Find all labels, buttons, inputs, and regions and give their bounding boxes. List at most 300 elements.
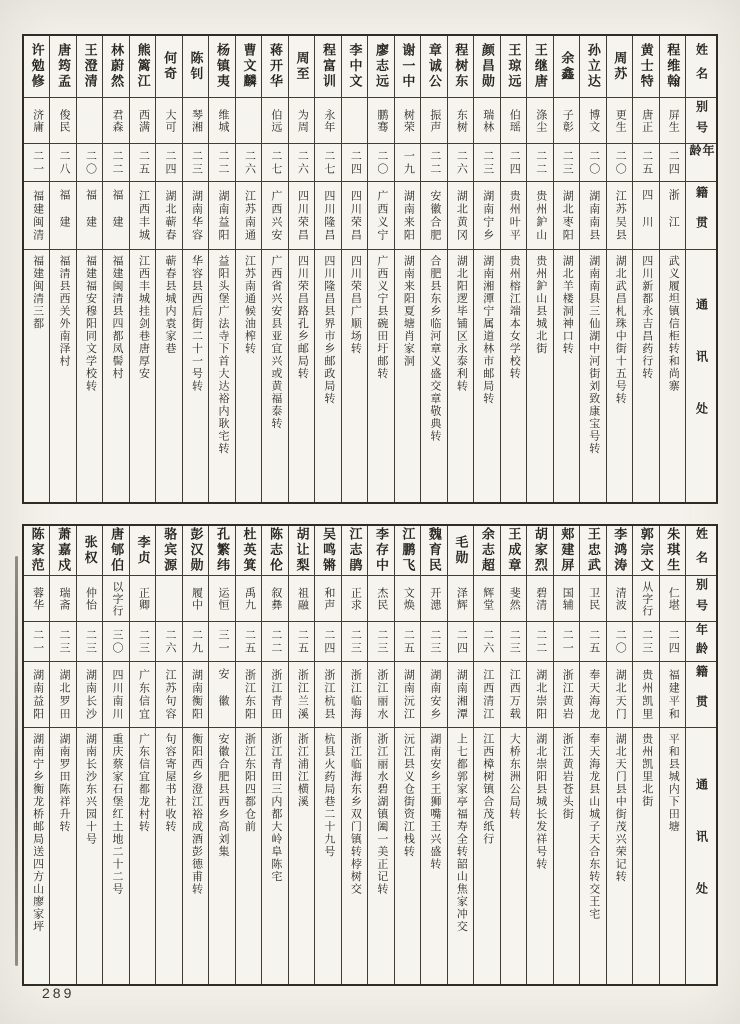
person-name: 王忠武: [580, 526, 605, 576]
person-column: [209, 526, 235, 984]
person-age: 二四: [448, 622, 473, 662]
person-column: [50, 526, 76, 984]
person-origin: 江西万载: [501, 662, 526, 728]
person-column: [580, 526, 606, 984]
person-age: 二五: [580, 622, 605, 662]
person-alias: 斐然: [501, 576, 526, 622]
person-column: [289, 526, 315, 984]
person-origin: 湖北崇阳: [527, 662, 552, 728]
person-alias: 仁堪: [660, 576, 685, 622]
person-alias: 开漶: [421, 576, 446, 622]
person-origin: 安徽: [209, 662, 234, 728]
person-origin: 福建: [77, 182, 102, 250]
person-column: [50, 36, 76, 502]
person-origin: 贵州鈩山: [527, 182, 552, 250]
person-address: 四川荣昌广顺场转: [349, 255, 362, 355]
person-column: [527, 36, 553, 502]
person-name: 颜昌勋: [474, 36, 499, 98]
person-origin: 江苏句容: [156, 662, 181, 728]
person-column: [262, 36, 288, 502]
person-address: 湖北羊楼洞神口转: [561, 255, 574, 355]
person-age: 三一: [209, 622, 234, 662]
person-age: 二六: [236, 144, 261, 182]
person-address: 广东信宜都龙村转: [137, 733, 150, 833]
person-alias: [342, 98, 367, 144]
person-alias: 蓉华: [24, 576, 49, 622]
person-alias: 涤尘: [527, 98, 552, 144]
header-address: 通讯处: [694, 298, 709, 454]
person-origin: 湖北天门: [607, 662, 632, 728]
person-alias: [77, 98, 102, 144]
person-name: 许勉修: [24, 36, 49, 98]
person-age: 二五: [289, 622, 314, 662]
person-origin: 湖北罗田: [50, 662, 75, 728]
person-age: 二四: [342, 144, 367, 182]
person-column: [607, 36, 633, 502]
person-alias: 瑞林: [474, 98, 499, 144]
person-address: 湖南长沙东兴园十号: [84, 733, 97, 846]
person-alias: 西满: [130, 98, 155, 144]
person-name: 王琼远: [501, 36, 526, 98]
person-column: [236, 36, 262, 502]
person-column: [395, 36, 421, 502]
person-name: 王继唐: [527, 36, 552, 98]
person-column: [580, 36, 606, 502]
person-column: [342, 36, 368, 502]
person-name: 林蔚然: [103, 36, 128, 98]
person-column: [24, 526, 50, 984]
person-alias: 杰民: [368, 576, 393, 622]
person-age: 二四: [660, 622, 685, 662]
header-alias: 别号: [686, 98, 716, 144]
person-address: 湖北阳逻毕铺区永泰利转: [455, 255, 468, 393]
person-name: 江鹏飞: [395, 526, 420, 576]
person-address: 福建闽清三都: [31, 255, 44, 330]
person-address: 湖南宁乡衡龙桥邮局送四方山廖家坪: [31, 733, 44, 933]
person-name: 郭宗文: [633, 526, 658, 576]
person-address: 浙江临海东乡双门镇转桲树交: [349, 733, 362, 896]
person-address: 衡阳西乡澄江裕成酒彭德甫转: [190, 733, 203, 896]
person-origin: 湖南宁乡: [474, 182, 499, 250]
person-origin: 江苏吴县: [607, 182, 632, 250]
person-origin: 福建: [103, 182, 128, 250]
person-alias: 更生: [607, 98, 632, 144]
person-origin: 奉天海龙: [580, 662, 605, 728]
person-origin: 浙江兰溪: [289, 662, 314, 728]
person-origin: 湖南衡阳: [183, 662, 208, 728]
person-origin: 贵州叶平: [501, 182, 526, 250]
person-age: 二二: [262, 622, 287, 662]
header-age: 年龄: [686, 144, 716, 182]
person-name: 周至: [289, 36, 314, 98]
header-origin: 籍贯: [686, 182, 716, 250]
person-name: 杜英箕: [236, 526, 261, 576]
person-origin: 四川: [633, 182, 658, 250]
person-alias: 仲怡: [77, 576, 102, 622]
person-name: 李中文: [342, 36, 367, 98]
person-age: 二一: [24, 622, 49, 662]
person-age: 二〇: [580, 144, 605, 182]
person-address: 贵州鈩山县城北街: [534, 255, 547, 355]
person-column: [130, 36, 156, 502]
person-address: 华容县西后街二十一号转: [190, 255, 203, 393]
person-address: 江苏南通候油榨转: [243, 255, 256, 355]
person-age: 二二: [527, 144, 552, 182]
person-age: 二八: [50, 144, 75, 182]
person-origin: 广东信宜: [130, 662, 155, 728]
person-origin: 浙江杭县: [315, 662, 340, 728]
person-age: 二五: [236, 622, 261, 662]
person-name: 李鸿涛: [607, 526, 632, 576]
person-origin: 四川荣昌: [289, 182, 314, 250]
person-column: [421, 36, 447, 502]
person-address: 广西省兴安县亚宜兴或黄福泰转: [269, 255, 282, 430]
person-address: 湖北天门县中街茂兴荣记转: [614, 733, 627, 883]
person-address: 江西丰城挂剑巷唐厚安: [137, 255, 150, 380]
person-age: 二三: [342, 622, 367, 662]
person-alias: 琴湘: [183, 98, 208, 144]
person-age: 二六: [474, 622, 499, 662]
person-age: 一九: [395, 144, 420, 182]
person-age: 二一: [554, 622, 579, 662]
person-address: 大桥东洲公局转: [508, 733, 521, 821]
person-column: [501, 36, 527, 502]
person-column: [77, 36, 103, 502]
person-name: 毛勋: [448, 526, 473, 576]
person-address: 湖南南县三仙湖中河街刘致康宝号转: [587, 255, 600, 455]
person-name: 余志超: [474, 526, 499, 576]
person-column: [315, 526, 341, 984]
person-alias: 树荣: [395, 98, 420, 144]
person-origin: 湖南益阳: [24, 662, 49, 728]
person-alias: 济庸: [24, 98, 49, 144]
person-address: 贵州凯里北街: [640, 733, 653, 808]
person-name: 孙立达: [580, 36, 605, 98]
header-name: 姓名: [686, 36, 716, 98]
person-alias: 履中: [183, 576, 208, 622]
person-alias: 清波: [607, 576, 632, 622]
person-name: 廖志远: [368, 36, 393, 98]
person-address: 浙江青田三内都大岭阜陈宅: [269, 733, 282, 883]
person-address: 福建闽清县四都凤髻村: [111, 255, 124, 380]
person-alias: 伯远: [262, 98, 287, 144]
header-origin: 籍贯: [686, 662, 716, 728]
person-address: 武义履坦镇信柜转和尚寨: [667, 255, 680, 393]
person-alias: 卫民: [580, 576, 605, 622]
person-alias: 为周: [289, 98, 314, 144]
person-address: 杭县火药局巷二十九号: [322, 733, 335, 858]
person-address: 湖北武昌札珠中街十五号转: [614, 255, 627, 405]
person-origin: 湖北枣阳: [554, 182, 579, 250]
person-alias: 泽辉: [448, 576, 473, 622]
person-alias: 以字行: [103, 576, 128, 622]
person-name: 唐郇伯: [103, 526, 128, 576]
person-age: 二七: [262, 144, 287, 182]
person-origin: 广西义宁: [368, 182, 393, 250]
person-name: 陈家范: [24, 526, 49, 576]
person-column: [209, 36, 235, 502]
person-age: 二二: [421, 144, 446, 182]
person-age: 二三: [421, 622, 446, 662]
person-age: 二四: [660, 144, 685, 182]
person-address: 四川荣昌路孔乡邮局转: [296, 255, 309, 380]
person-address: 湖南罗田陈祥升转: [58, 733, 71, 833]
person-address: 奉天海龙县山城子天合东转交王宅: [587, 733, 600, 921]
person-column: [633, 526, 659, 984]
page-number: 289: [42, 985, 75, 1001]
person-age: 二三: [183, 144, 208, 182]
person-origin: 浙江: [660, 182, 685, 250]
person-alias: 运恒: [209, 576, 234, 622]
person-address: 贵州榕江端本女学校转: [508, 255, 521, 380]
person-origin: 湖南沅江: [395, 662, 420, 728]
person-address: 广西义宁县碗田圩邮转: [375, 255, 388, 380]
person-address: 蕲春县城内袁家巷: [163, 255, 176, 355]
person-alias: 从字行: [633, 576, 658, 622]
person-name: 曹文麟: [236, 36, 261, 98]
person-alias: 禹九: [236, 576, 261, 622]
person-age: 二五: [395, 622, 420, 662]
person-column: [554, 36, 580, 502]
person-age: 二〇: [607, 622, 632, 662]
person-origin: 湖南安乡: [421, 662, 446, 728]
person-origin: 湖南来阳: [395, 182, 420, 250]
person-column: [421, 526, 447, 984]
person-alias: 俊民: [50, 98, 75, 144]
person-name: 李存中: [368, 526, 393, 576]
person-column: [448, 526, 474, 984]
person-name: 陈志伦: [262, 526, 287, 576]
header-column: [686, 526, 716, 984]
person-name: 黄士特: [633, 36, 658, 98]
person-age: 二三: [50, 622, 75, 662]
header-address: 通讯处: [694, 778, 709, 934]
person-age: 二〇: [77, 144, 102, 182]
person-name: 程树东: [448, 36, 473, 98]
person-origin: 四川荣昌: [342, 182, 367, 250]
person-origin: 湖南湘潭: [448, 662, 473, 728]
person-origin: 湖北蕲春: [156, 182, 181, 250]
person-address: 四川新都永吉昌药行转: [640, 255, 653, 380]
person-alias: 屏生: [660, 98, 685, 144]
scan-gutter-shadow: [15, 556, 18, 966]
person-age: 二四: [315, 622, 340, 662]
person-alias: [156, 576, 181, 622]
person-origin: 江西清江: [474, 662, 499, 728]
person-origin: 福建平和: [660, 662, 685, 728]
person-column: [156, 526, 182, 984]
person-origin: 湖南益阳: [209, 182, 234, 250]
person-column: [660, 36, 686, 502]
person-origin: 湖北黄冈: [448, 182, 473, 250]
person-alias: 子彰: [554, 98, 579, 144]
header-age: 年龄: [686, 622, 716, 662]
person-name: 萧嘉戍: [50, 526, 75, 576]
person-address: 福清县西关外南泽村: [58, 255, 71, 368]
person-origin: 安徽合肥: [421, 182, 446, 250]
person-age: 二三: [554, 144, 579, 182]
person-name: 余鑫: [554, 36, 579, 98]
person-origin: 广西兴安: [262, 182, 287, 250]
header-name: 姓名: [686, 526, 716, 576]
person-name: 陈钊: [183, 36, 208, 98]
person-name: 王澄清: [77, 36, 102, 98]
person-age: 二二: [209, 144, 234, 182]
person-alias: [236, 98, 261, 144]
person-age: 二六: [448, 144, 473, 182]
person-origin: 江西丰城: [130, 182, 155, 250]
person-alias: 维城: [209, 98, 234, 144]
person-age: 二三: [130, 622, 155, 662]
person-address: 浙江东阳四都仓前: [243, 733, 256, 833]
person-address: 湖北崇阳县城长发祥号转: [534, 733, 547, 871]
person-address: 浙江浦江横溪: [296, 733, 309, 808]
person-column: [156, 36, 182, 502]
person-alias: 叙彝: [262, 576, 287, 622]
person-origin: 贵州凯里: [633, 662, 658, 728]
registry-table-bottom: [22, 524, 718, 986]
person-origin: 福建闽清: [24, 182, 49, 250]
person-name: 魏育民: [421, 526, 446, 576]
person-alias: 瑞斋: [50, 576, 75, 622]
person-age: 二六: [156, 622, 181, 662]
person-address: 安徽合肥县西乡高刘集: [216, 733, 229, 858]
person-alias: 君森: [103, 98, 128, 144]
person-column: [527, 526, 553, 984]
person-alias: 文焕: [395, 576, 420, 622]
person-column: [289, 36, 315, 502]
person-age: 二二: [103, 144, 128, 182]
person-alias: 大可: [156, 98, 181, 144]
person-origin: 浙江黄岩: [554, 662, 579, 728]
person-alias: 伯瑶: [501, 98, 526, 144]
person-name: 唐筠孟: [50, 36, 75, 98]
person-address: 浙江丽水碧湖镇阖一美正记转: [375, 733, 388, 896]
person-alias: 正求: [342, 576, 367, 622]
person-column: [342, 526, 368, 984]
person-address: 江西樟树镇合茂纸行: [481, 733, 494, 846]
person-name: 郏建屏: [554, 526, 579, 576]
person-column: [103, 526, 129, 984]
person-age: 二二: [527, 622, 552, 662]
person-name: 彭汉勋: [183, 526, 208, 576]
person-name: 江志鹃: [342, 526, 367, 576]
person-age: 二九: [183, 622, 208, 662]
person-origin: 浙江临海: [342, 662, 367, 728]
person-column: [236, 526, 262, 984]
person-column: [474, 36, 500, 502]
person-age: 二一: [24, 144, 49, 182]
person-address: 重庆蔡家石堡红土地二十二号: [111, 733, 124, 896]
person-name: 胡让梨: [289, 526, 314, 576]
person-column: [474, 526, 500, 984]
person-column: [262, 526, 288, 984]
header-alias: 别号: [686, 576, 716, 622]
person-name: 程富训: [315, 36, 340, 98]
person-column: [315, 36, 341, 502]
person-alias: 振声: [421, 98, 446, 144]
person-origin: 浙江丽水: [368, 662, 393, 728]
person-name: 熊篱江: [130, 36, 155, 98]
person-origin: 江苏南通: [236, 182, 261, 250]
person-alias: 辉堂: [474, 576, 499, 622]
person-address: 湖南来阳夏塘肖家洞: [402, 255, 415, 368]
person-origin: 湖南南县: [580, 182, 605, 250]
person-origin: 湖南长沙: [77, 662, 102, 728]
person-age: 二〇: [607, 144, 632, 182]
person-name: 周苏: [607, 36, 632, 98]
person-origin: 四川隆昌: [315, 182, 340, 250]
header-column: [686, 36, 716, 502]
person-age: 二三: [368, 622, 393, 662]
person-column: [24, 36, 50, 502]
person-alias: 唐正: [633, 98, 658, 144]
person-age: 二四: [156, 144, 181, 182]
person-name: 李贞: [130, 526, 155, 576]
person-age: 二五: [130, 144, 155, 182]
person-age: 二三: [474, 144, 499, 182]
person-name: 王成章: [501, 526, 526, 576]
person-column: [103, 36, 129, 502]
person-address: 湖南湘潭宁属道林市邮局转: [481, 255, 494, 405]
person-address: 福建福安穆阳同文学校转: [84, 255, 97, 393]
person-age: 二五: [633, 144, 658, 182]
person-age: 二七: [315, 144, 340, 182]
person-column: [633, 36, 659, 502]
person-address: 四川隆昌县界市乡邮政局转: [322, 255, 335, 405]
person-alias: 永年: [315, 98, 340, 144]
person-alias: 国辅: [554, 576, 579, 622]
person-name: 胡家烈: [527, 526, 552, 576]
person-name: 吴鸣锵: [315, 526, 340, 576]
person-address: 湖南安乡王狮嘴王兴盛转: [428, 733, 441, 871]
person-origin: 浙江东阳: [236, 662, 261, 728]
person-address: 平和县城内下田塘: [667, 733, 680, 833]
person-origin: 湖南华容: [183, 182, 208, 250]
person-alias: 鹏骞: [368, 98, 393, 144]
person-column: [501, 526, 527, 984]
person-name: 孔繁纬: [209, 526, 234, 576]
person-column: [448, 36, 474, 502]
person-name: 骆宾源: [156, 526, 181, 576]
person-name: 张权: [77, 526, 102, 576]
person-origin: 浙江青田: [262, 662, 287, 728]
person-age: 二六: [289, 144, 314, 182]
person-alias: 碧清: [527, 576, 552, 622]
person-column: [183, 36, 209, 502]
person-age: 二四: [501, 144, 526, 182]
person-origin: 福建: [50, 182, 75, 250]
person-address: 上七都郭家亭福寿全转韶山焦家冲交: [455, 733, 468, 933]
person-alias: 正卿: [130, 576, 155, 622]
person-address: 浙江黄岩苍头街: [561, 733, 574, 821]
person-alias: 和声: [315, 576, 340, 622]
person-age: 二三: [77, 622, 102, 662]
person-age: 二三: [633, 622, 658, 662]
person-column: [395, 526, 421, 984]
person-name: 程维翰: [660, 36, 685, 98]
person-origin: 四川南川: [103, 662, 128, 728]
person-column: [368, 526, 394, 984]
person-name: 朱琪生: [660, 526, 685, 576]
person-address: 沅江县义仓街资江栈转: [402, 733, 415, 858]
person-name: 蒋开华: [262, 36, 287, 98]
person-name: 何奇: [156, 36, 181, 98]
person-address: 益阳头堡广法寺下首大达裕内耿宅转: [216, 255, 229, 455]
person-alias: 东树: [448, 98, 473, 144]
person-column: [183, 526, 209, 984]
person-age: 二〇: [368, 144, 393, 182]
